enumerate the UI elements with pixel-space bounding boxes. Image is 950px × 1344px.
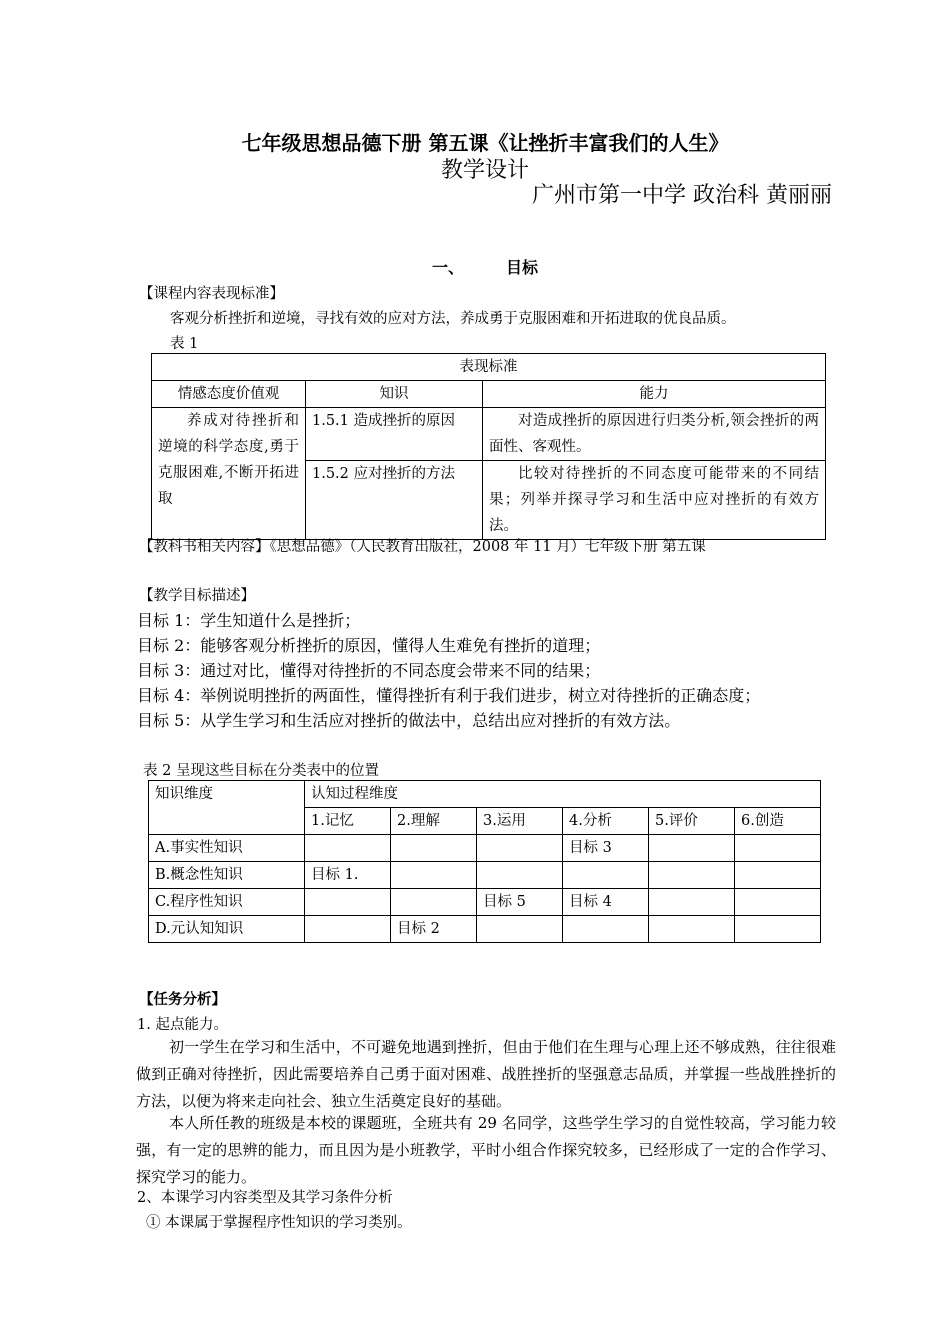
row-label: B.概念性知识 [149,862,305,889]
table-cell [735,862,821,889]
table1-ability-cell: 比较对待挫折的不同态度可能带来的不同结果；列举并探寻学习和生活中应对挫折的有效方法。 [483,461,826,540]
row-label: C.程序性知识 [149,889,305,916]
table-cell [649,916,735,943]
table-cell [563,862,649,889]
task-item-1: 1. 起点能力。 [137,1017,228,1033]
table-cell: 目标 1. [305,862,391,889]
table1-knowledge-cell: 1.5.1 造成挫折的原因 [306,408,483,461]
table-cell [735,889,821,916]
table-cell [477,862,563,889]
table1-knowledge-cell: 1.5.2 应对挫折的方法 [306,461,483,540]
table-cell [391,889,477,916]
goal-item: 目标 3：通过对比，懂得对待挫折的不同态度会带来不同的结果； [137,661,601,680]
task-item-2-1: ① 本课属于掌握程序性知识的学习类别。 [146,1215,412,1231]
section-number: 一、 [431,258,464,277]
table-cell: 目标 3 [563,835,649,862]
table-row [149,889,821,916]
table2-column-header: 5.评价 [649,808,735,835]
table1-ability-cell: 对造成挫折的原因进行归类分析,领会挫折的两面性、客观性。 [483,408,826,461]
table2-corner: 知识维度 [149,781,305,835]
table2-column-header: 6.创造 [735,808,821,835]
table-cell [735,835,821,862]
table-cell [477,835,563,862]
row-label: D.元认知知识 [149,916,305,943]
table-row [149,835,821,862]
task-paragraph: 初一学生在学习和生活中，不可避免地遇到挫折，但由于他们在生理与心理上还不够成熟，往往很难做到正确对待挫折，因此需要培养自己勇于面对困难、战胜挫折的坚强意志品质，并掌握一些战胜挫折的方法，以便为将来走向社会、独立生活奠定良好的基础。 [136,1038,836,1110]
curriculum-label: 【课程内容表现标准】 [139,286,284,302]
table-cell [735,916,821,943]
table1-col-knowledge: 知识 [306,381,483,408]
textbook-reference: 【教科书相关内容】《思想品德》（人民教育出版社，2008 年 11 月）七年级下册 第五课 [139,539,706,555]
table2-group-header: 认知过程维度 [305,781,821,808]
goal-item: 目标 2：能够客观分析挫折的原因，懂得人生难免有挫折的道理； [137,636,601,655]
task-paragraph: 本人所任教的班级是本校的课题班，全班共有 29 名同学，这些学生学习的自觉性较高，学习能力较强，有一定的思辨的能力，而且因为是小班教学，平时小组合作探究较多，已经形成了一定的合作学习、探究学习的能力。 [136,1114,836,1186]
table2-column-header: 2.理解 [391,808,477,835]
table-cell [563,916,649,943]
table-cell [391,862,477,889]
row-label: A.事实性知识 [149,835,305,862]
table2-column-header: 4.分析 [563,808,649,835]
table-cell [477,916,563,943]
task-item-2: 2、本课学习内容类型及其学习条件分析 [137,1190,393,1206]
table2-column-header: 1.记忆 [305,808,391,835]
goals-label: 【教学目标描述】 [139,588,255,604]
table2-column-header: 3.运用 [477,808,563,835]
goal-item: 目标 4：举例说明挫折的两面性，懂得挫折有利于我们进步，树立对待挫折的正确态度； [137,686,761,705]
table-cell [305,889,391,916]
table1-col-ability: 能力 [483,381,826,408]
table-cell [649,862,735,889]
table-cell [649,889,735,916]
document-title: 七年级思想品德下册 第五课《让挫折丰富我们的人生》 [241,131,729,155]
table1-col-attitude: 情感态度价值观 [152,381,306,408]
goal-item: 目标 5：从学生学习和生活应对挫折的做法中，总结出应对挫折的有效方法。 [137,711,681,730]
taxonomy-table [148,780,821,943]
table-cell [305,835,391,862]
goal-item: 目标 1：学生知道什么是挫折； [137,611,361,630]
table-row [149,916,821,943]
table2-caption: 表 2 呈现这些目标在分类表中的位置 [143,763,379,779]
document-author: 广州市第一中学 政治科 黄丽丽 [532,183,832,208]
curriculum-text: 客观分析挫折和逆境，寻找有效的应对方法，养成勇于克服困难和开拓进取的优良品质。 [170,311,736,327]
table1-attitude-cell: 养成对待挫折和逆境的科学态度,勇于克服困难,不断开拓进取 [152,408,306,540]
table-cell: 目标 5 [477,889,563,916]
task-label: 【任务分析】 [139,992,226,1008]
document-subtitle: 教学设计 [440,158,529,183]
table-row [149,862,821,889]
table-cell: 目标 4 [563,889,649,916]
table1-label: 表 1 [170,336,199,352]
table-cell [391,835,477,862]
table1-header: 表现标准 [152,354,826,381]
table-cell [305,916,391,943]
table-cell: 目标 2 [391,916,477,943]
standards-table [151,353,826,540]
table-cell [649,835,735,862]
section-name: 目标 [506,258,539,277]
section-heading [0,255,950,278]
